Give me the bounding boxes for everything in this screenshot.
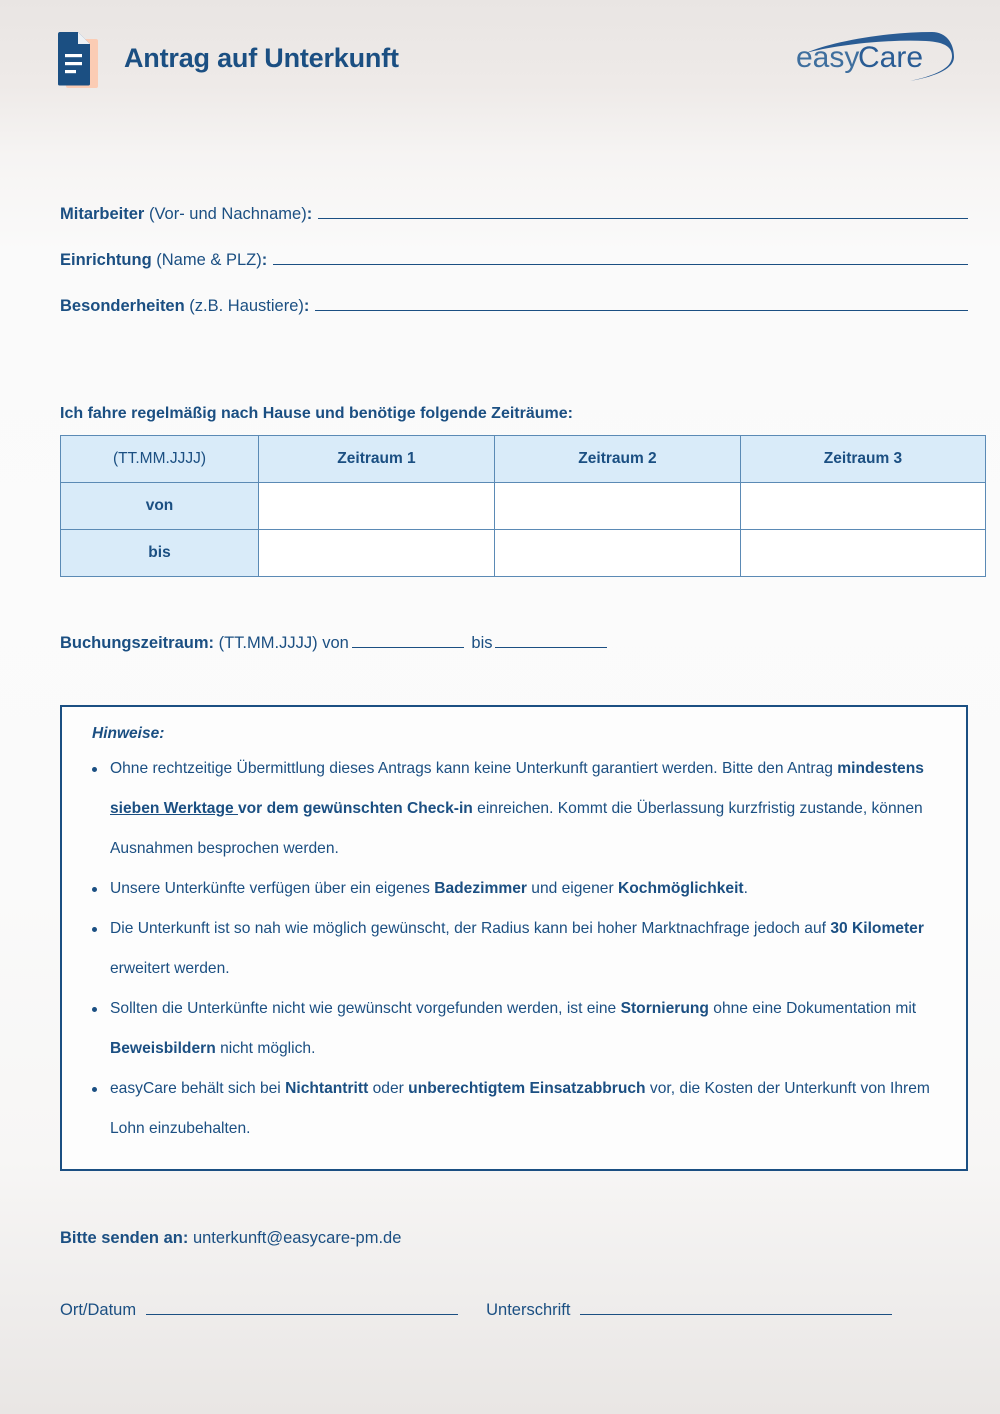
booking-format: (TT.MM.JJJJ) [218, 634, 318, 652]
table-row-header [61, 436, 986, 483]
periods-format-label: (TT.MM.JJJJ) [61, 436, 259, 483]
form-body [0, 201, 1000, 1320]
send-to-label: Bitte senden an: [60, 1229, 189, 1247]
periods-cell-von-3[interactable] [741, 483, 986, 530]
periods-table [60, 435, 986, 577]
field-label-hint: (z.B. Haustiere) [184, 297, 304, 315]
place-date-label: Ort/Datum [60, 1301, 137, 1319]
logo-text-easy: easy [796, 40, 860, 74]
company-logo [786, 26, 956, 90]
field-row-besonderheiten [60, 293, 968, 339]
field-label-einrichtung [60, 251, 267, 270]
booking-von-input[interactable] [352, 633, 464, 648]
periods-cell-bis-1[interactable] [259, 530, 495, 577]
periods-cell-bis-3[interactable] [741, 530, 986, 577]
notes-box [60, 705, 968, 1171]
field-row-einrichtung [60, 247, 968, 293]
field-input-besonderheiten[interactable] [315, 293, 968, 311]
field-label-besonderheiten [60, 297, 309, 316]
periods-col-2: Zeitraum 2 [495, 436, 741, 483]
field-row-mitarbeiter [60, 201, 968, 247]
field-label-hint: (Name & PLZ) [151, 251, 262, 269]
list-item: easyCare behält sich bei Nichtantritt oder unberechtigtem Einsatzabbruch vor, die Kosten der Unterkunft von Ihrem Lohn einzubehalten. [84, 1069, 944, 1149]
booking-bis-label: bis [471, 634, 493, 652]
page-title: Antrag auf Unterkunft [124, 43, 399, 73]
periods-heading: Ich fahre regelmäßig nach Hause und benötige folgende Zeiträume: [60, 405, 573, 422]
notes-list [84, 749, 944, 1149]
notes-title: Hinweise: [92, 725, 165, 742]
field-label-hint: (Vor- und Nachname) [144, 205, 307, 223]
field-label-mitarbeiter [60, 205, 312, 224]
field-input-mitarbeiter[interactable] [318, 201, 968, 219]
applicant-fields [60, 201, 968, 339]
page-header [0, 0, 1000, 145]
header-branding [56, 30, 399, 88]
signature-label: Unterschrift [486, 1301, 571, 1319]
field-label-colon: : [261, 251, 268, 269]
logo-text-care: Care [858, 40, 924, 74]
list-item: Unsere Unterkünfte verfügen über ein eigenes Badezimmer und eigener Kochmöglichkeit. [84, 869, 944, 909]
signature-row [60, 1298, 968, 1320]
periods-row-label-von: von [61, 483, 259, 530]
booking-label: Buchungszeitraum: [60, 634, 215, 652]
field-label-colon: : [303, 297, 310, 315]
list-item: Sollten die Unterkünfte nicht wie gewünscht vorgefunden werden, ist eine Stornierung ohne eine Dokumentation mit Beweisbildern nicht möglich. [84, 989, 944, 1069]
booking-von-label: von [322, 634, 349, 652]
table-row [61, 483, 986, 530]
periods-row-label-bis: bis [61, 530, 259, 577]
list-item: Ohne rechtzeitige Übermittlung dieses Antrags kann keine Unterkunft garantiert werden. Bitte den Antrag mindestens sieben Werktage vor dem gewünschten Check-in einreichen. Kommt die Überlassung kurzfristig zustande, können Ausnahmen besprochen werden. [84, 749, 944, 869]
periods-cell-von-2[interactable] [495, 483, 741, 530]
booking-period-row [60, 633, 968, 653]
field-label-strong: Mitarbeiter [60, 205, 145, 223]
periods-cell-bis-2[interactable] [495, 530, 741, 577]
periods-col-1: Zeitraum 1 [259, 436, 495, 483]
list-item: Die Unterkunft ist so nah wie möglich gewünscht, der Radius kann bei hoher Marktnachfrage jedoch auf 30 Kilometer erweitert werden. [84, 909, 944, 989]
send-to-row [60, 1229, 968, 1248]
field-input-einrichtung[interactable] [273, 247, 968, 265]
send-to-email[interactable]: unterkunft@easycare-pm.de [192, 1229, 402, 1247]
field-label-strong: Besonderheiten [60, 297, 185, 315]
place-date-input[interactable] [146, 1298, 458, 1315]
document-icon [56, 30, 102, 88]
periods-col-3: Zeitraum 3 [741, 436, 986, 483]
booking-bis-input[interactable] [495, 633, 607, 648]
field-label-strong: Einrichtung [60, 251, 152, 269]
periods-cell-von-1[interactable] [259, 483, 495, 530]
field-label-colon: : [306, 205, 313, 223]
table-row [61, 530, 986, 577]
signature-input[interactable] [580, 1298, 892, 1315]
